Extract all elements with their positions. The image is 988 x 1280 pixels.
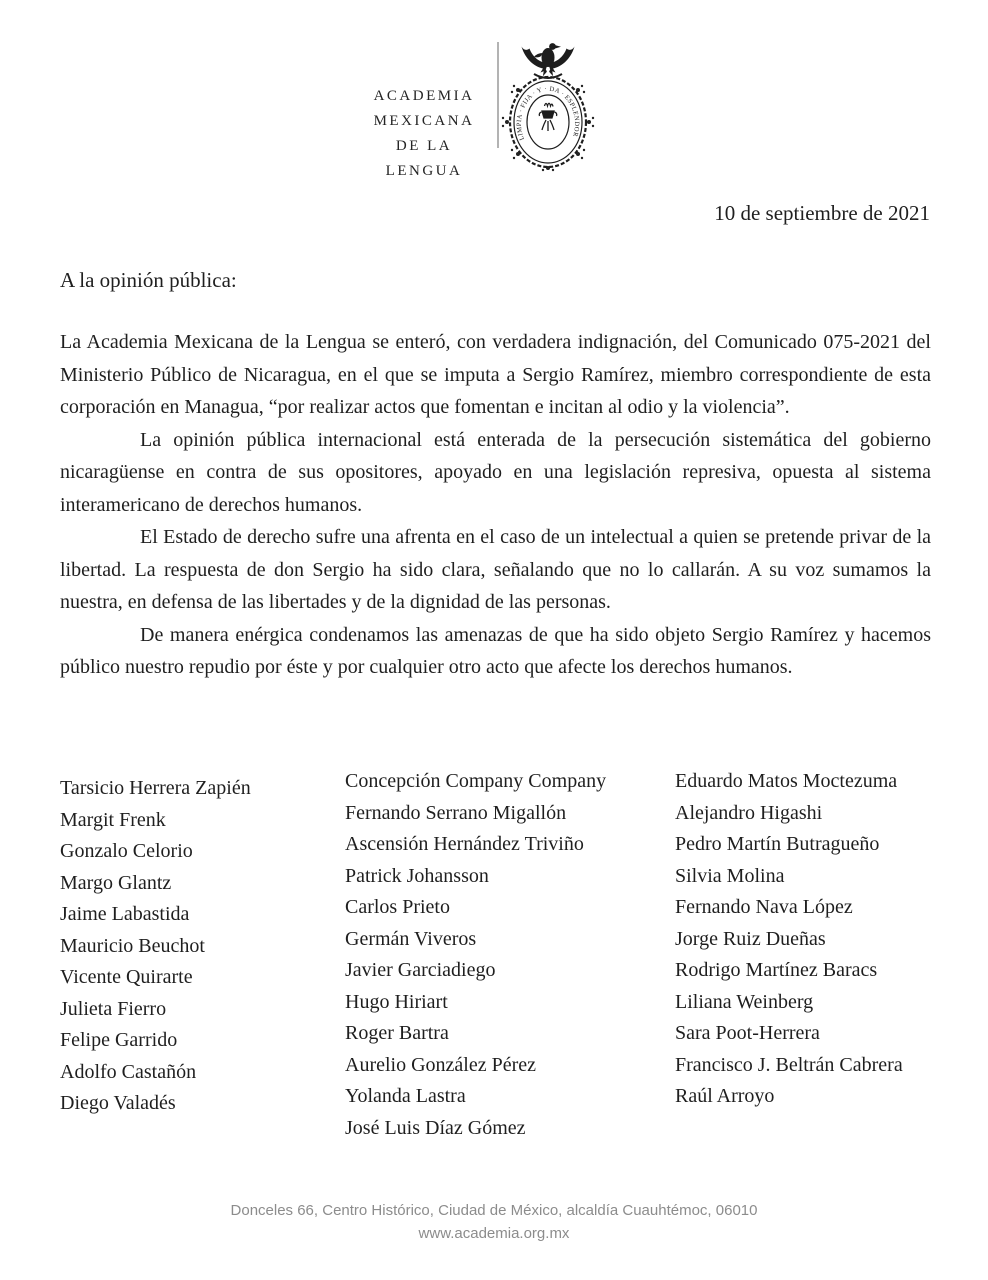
letterhead-divider [497,42,499,148]
eagle-icon [522,43,575,76]
signatory-name: Julieta Fierro [60,997,167,1020]
crucible-icon [539,103,557,131]
signatory-name: Fernando Serrano Migallón [345,801,567,824]
signatory-name: Margo Glantz [60,871,172,894]
signatory-name: Roger Bartra [345,1022,449,1044]
signatory-name: Rodrigo Martínez Baracs [675,959,878,981]
signatory-name: Francisco J. Beltrán Cabrera [675,1053,903,1076]
signatory-name: Sara Poot-Herrera [675,1022,820,1044]
signatory-name: Patrick Johansson [345,864,489,887]
footer [0,1199,988,1245]
signatory-name: Jaime Labastida [60,903,190,925]
signatory-name: Yolanda Lastra [345,1085,466,1107]
org-name-line: DE LA [395,138,453,154]
letterhead [0,0,988,190]
signatory-name: Liliana Weinberg [675,990,814,1013]
seal-graphic [500,36,596,172]
signatory-name: Aurelio González Pérez [345,1053,537,1076]
signatory-name: Adolfo Castañón [60,1060,197,1083]
signatories-column-1 [60,766,345,1144]
signatory-name: Raúl Arroyo [675,1085,775,1107]
signatory-name: Ascensión Hernández Triviño [345,833,584,855]
seal-motto-text: LIMPIA · FIJA · Y · DA · ESPLENDOR [515,85,581,142]
signatory-name: Fernando Nava López [675,896,853,918]
signatories-column-3 [675,766,931,1144]
letter-body [60,326,931,684]
footer-address: Donceles 66, Centro Histórico, Ciudad de México, alcaldía Cuauhtémoc, 06010 [230,1202,758,1219]
footer-website: www.academia.org.mx [418,1225,570,1242]
letter-paragraph: El Estado de derecho sufre una afrenta en el caso de un intelectual a quien se pretende privar de la libertad. La respuesta de don Sergio ha sido clara, señalando que no lo callarán. A su voz sumamos la nuestra, en defensa de las libertades y de la dignidad de las personas. [60,526,931,613]
signatory-name: Vicente Quirarte [60,966,193,988]
signatory-name: Eduardo Matos Moctezuma [675,770,898,792]
signatory-name: Germán Viveros [345,927,477,950]
signatory-name: Javier Garciadiego [345,959,496,981]
signatories-column-2 [345,766,675,1144]
organization-name [358,84,490,184]
signatory-name: Concepción Company Company [345,770,607,792]
signatory-name: Carlos Prieto [345,896,450,918]
org-name-line: LENGUA [385,163,463,179]
signatory-name: Diego Valadés [60,1092,176,1114]
signatory-name: Alejandro Higashi [675,801,823,824]
signatory-name: Felipe Garrido [60,1029,178,1051]
signatory-name: José Luis Díaz Gómez [345,1116,526,1139]
signatory-name: Pedro Martín Butragueño [675,833,880,855]
salutation: A la opinión pública: [60,268,237,292]
org-name-line: MEXICANA [373,113,475,129]
org-name-line: ACADEMIA [373,88,475,104]
signatory-name: Margit Frenk [60,808,166,831]
letter-date: 10 de septiembre de 2021 [714,201,930,225]
academia-seal-icon [500,36,596,172]
letter-paragraph: La Academia Mexicana de la Lengua se enteró, con verdadera indignación, del Comunicado 075-2021 del Ministerio Público de Nicaragua, en el que se imputa a Sergio Ramírez, miembro correspondiente de esta corporación en Managua, “por realizar actos que fomentan e incitan al odio y la violencia”. [60,331,931,418]
signatory-name: Mauricio Beuchot [60,934,205,957]
signatory-name: Jorge Ruiz Dueñas [675,927,826,950]
signatory-name: Tarsicio Herrera Zapién [60,777,251,799]
signatory-name: Gonzalo Celorio [60,840,193,862]
signatories [60,766,931,1144]
letter-paragraph: De manera enérgica condenamos las amenazas de que ha sido objeto Sergio Ramírez y hacemos público nuestro repudio por éste y por cualquier otro acto que afecte los derechos humanos. [60,623,931,678]
letter-paragraph: La opinión pública internacional está enterada de la persecución sistemática del gobierno nicaragüense en contra de sus opositores, apoyado en una legislación represiva, opuesta al sistema interamericano de derechos humanos. [60,428,931,516]
signatory-name: Hugo Hiriart [345,990,448,1013]
signatory-name: Silvia Molina [675,864,785,887]
